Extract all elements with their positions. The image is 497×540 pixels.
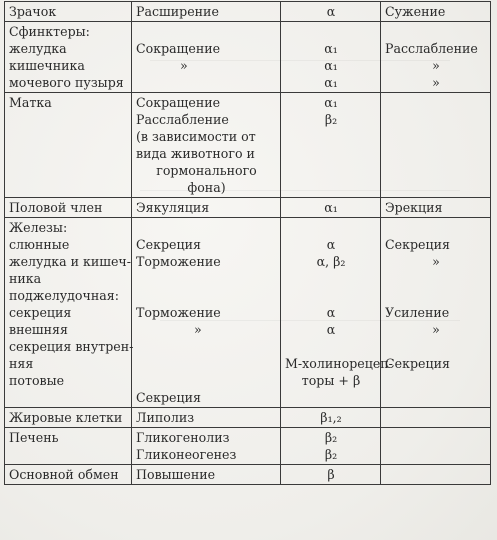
cell-text: Секреция (136, 237, 201, 252)
cell-text (136, 74, 277, 91)
table-cell (381, 408, 491, 428)
table-cell (5, 22, 132, 93)
cell-text: Гликогенолиз (136, 430, 230, 445)
cell-text (136, 372, 277, 389)
cell-text: Основной обмен (9, 467, 119, 482)
cell-text: Эякуляция (136, 200, 210, 215)
cell-text (136, 287, 277, 304)
cell-text: фона) (187, 180, 226, 195)
table-row (5, 2, 491, 22)
cell-text: Секреция (136, 390, 201, 405)
cell-text: α₁ (324, 41, 338, 56)
cell-text (385, 466, 487, 483)
cell-text: » (180, 58, 188, 73)
cell-text: поджелудочная: (9, 288, 119, 303)
cell-text: торы + β (301, 373, 361, 388)
cell-text (136, 355, 277, 372)
cell-text: » (194, 322, 202, 337)
cell-text (285, 270, 377, 287)
table-cell (281, 428, 381, 465)
table-cell (281, 465, 381, 485)
cell-text: мочевого пузыря (9, 75, 124, 90)
table-cell (281, 408, 381, 428)
table-cell (281, 198, 381, 218)
cell-text: Печень (9, 430, 59, 445)
cell-text: желудка (9, 41, 67, 56)
cell-text (385, 219, 487, 236)
table-row (5, 428, 491, 465)
cell-text (285, 338, 377, 355)
cell-text: Сокращение (136, 41, 221, 56)
cell-text: слюнные (9, 237, 70, 252)
cell-text: » (432, 75, 440, 90)
cell-text: Торможение (136, 254, 221, 269)
cell-text: » (432, 254, 440, 269)
cell-text: секреция внутрен- (9, 339, 134, 354)
cell-text: Сфинктеры: (9, 24, 90, 39)
cell-text (385, 270, 487, 287)
cell-text (385, 23, 487, 40)
cell-text: Эрекция (385, 200, 443, 215)
cell-text: няя (9, 356, 34, 371)
cell-text: М-холинорецеп- (285, 356, 393, 371)
table-cell (132, 465, 281, 485)
cell-text: вида животного и (136, 146, 255, 161)
cell-text (136, 219, 277, 236)
table-cell (132, 93, 281, 198)
cell-text: (в зависимости от (136, 129, 256, 144)
table-cell (381, 465, 491, 485)
cell-text (285, 287, 377, 304)
table-cell (5, 465, 132, 485)
cell-text: Торможение (136, 305, 221, 320)
receptor-effects-table (4, 1, 491, 485)
cell-text: потовые (9, 373, 65, 388)
cell-text: Усиление (385, 305, 450, 320)
table-row (5, 93, 491, 198)
cell-text: β₂ (324, 430, 338, 445)
cell-text: α₁ (324, 95, 338, 110)
cell-text (385, 409, 487, 426)
header-cell (381, 2, 491, 22)
table-cell (281, 22, 381, 93)
table-cell (132, 22, 281, 93)
table-cell (5, 218, 132, 408)
header-cell (281, 2, 381, 22)
cell-text: Матка (9, 95, 52, 110)
table-cell (381, 198, 491, 218)
cell-text (285, 219, 377, 236)
table-cell (381, 428, 491, 465)
table-row (5, 408, 491, 428)
cell-text: ника (9, 271, 42, 286)
cell-text: β₂ (324, 447, 338, 462)
cell-text: » (432, 322, 440, 337)
cell-text (136, 23, 277, 40)
cell-text: α (326, 4, 336, 19)
table-cell (381, 218, 491, 408)
cell-text: β (327, 467, 335, 482)
table-row (5, 198, 491, 218)
table-cell (381, 93, 491, 198)
cell-text: Половой член (9, 200, 103, 215)
cell-text: желудка и кишеч- (9, 254, 131, 269)
cell-text: Расслабление (136, 112, 229, 127)
table-row (5, 22, 491, 93)
table-row (5, 218, 491, 408)
cell-text: Липолиз (136, 410, 195, 425)
cell-text: Гликонеогенез (136, 447, 237, 462)
cell-text: Сокращение (136, 95, 221, 110)
cell-text: α, β₂ (316, 254, 346, 269)
cell-text: секреция (9, 305, 72, 320)
cell-text: гормонального (156, 163, 257, 178)
cell-text (385, 287, 487, 304)
table-cell (5, 198, 132, 218)
cell-text: α₁ (324, 75, 338, 90)
table-row (5, 465, 491, 485)
table-cell (381, 22, 491, 93)
cell-text: Сужение (385, 4, 446, 19)
table-cell (132, 198, 281, 218)
cell-text: кишечника (9, 58, 85, 73)
cell-text: α (326, 322, 336, 337)
cell-text: Секреция (385, 237, 450, 252)
cell-text (385, 338, 487, 355)
cell-text: Секреция (385, 356, 450, 371)
table-cell (132, 218, 281, 408)
cell-text: α₁ (324, 200, 338, 215)
table-cell (281, 218, 393, 408)
cell-text: Повышение (136, 467, 216, 482)
cell-text: Жировые клетки (9, 410, 123, 425)
cell-text: внешняя (9, 322, 68, 337)
cell-text: » (432, 58, 440, 73)
table-cell (5, 408, 132, 428)
cell-text: α (326, 305, 336, 320)
cell-text: β₁,₂ (320, 410, 342, 425)
cell-text (385, 429, 487, 446)
cell-text: Железы: (9, 220, 68, 235)
header-cell (132, 2, 281, 22)
table-cell (132, 408, 281, 428)
cell-text: Зрачок (9, 4, 57, 19)
header-cell (5, 2, 132, 22)
cell-text: β₂ (324, 112, 338, 127)
cell-text: α₁ (324, 58, 338, 73)
cell-text (136, 338, 277, 355)
table-cell (5, 93, 132, 198)
cell-text (285, 23, 377, 40)
cell-text: Расширение (136, 4, 219, 19)
cell-text: Расслабление (385, 41, 478, 56)
table-cell (132, 428, 281, 465)
cell-text: α (326, 237, 336, 252)
table-cell (281, 93, 381, 198)
cell-text (136, 270, 277, 287)
table-cell (5, 428, 132, 465)
